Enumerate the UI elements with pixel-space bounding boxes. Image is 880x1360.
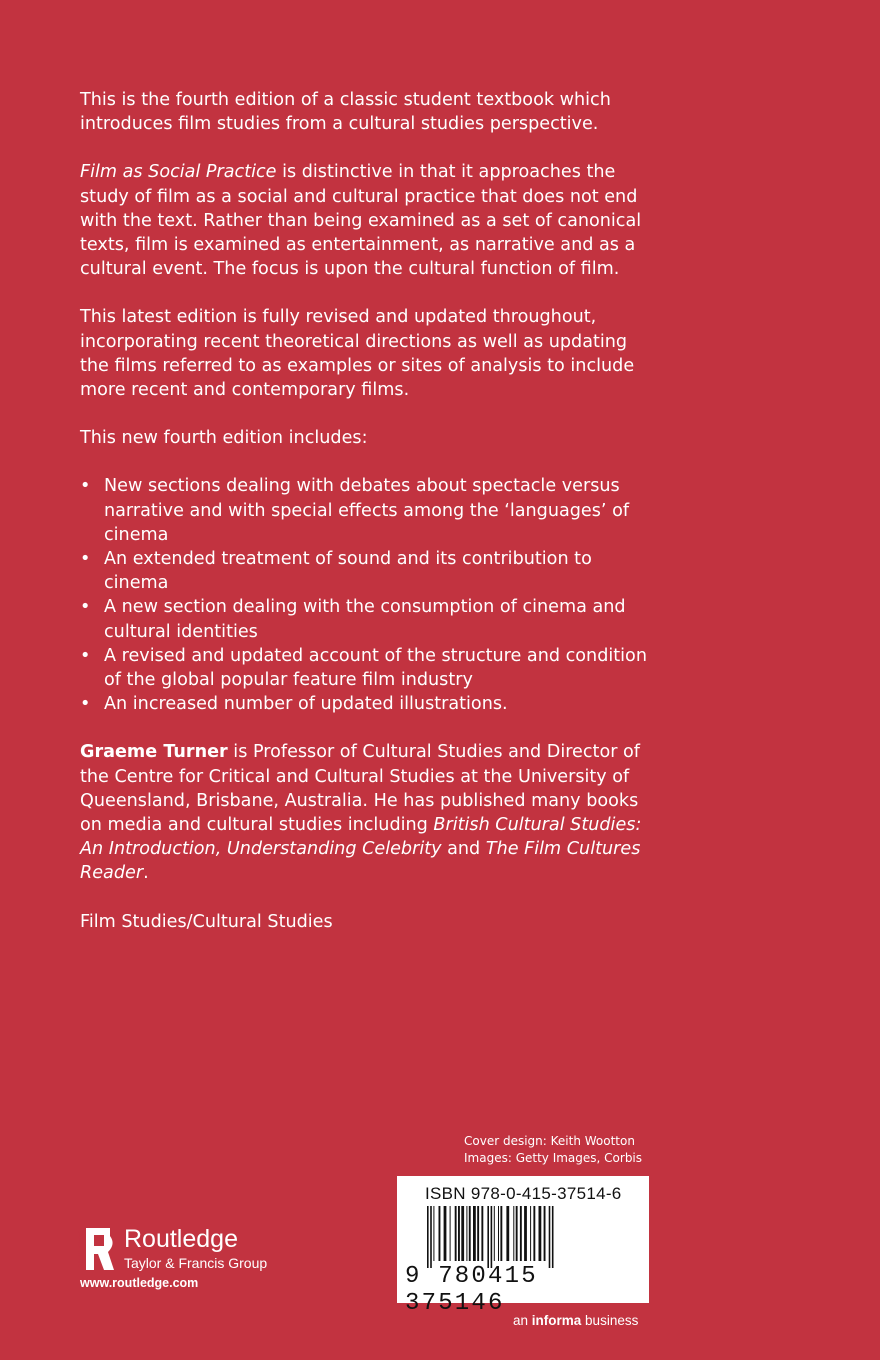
publisher-group: Taylor & Francis Group [124, 1255, 268, 1271]
barcode-bar [458, 1206, 460, 1261]
barcode-digits: 9 780415 375146 [405, 1263, 538, 1317]
cover-credits [464, 1133, 642, 1167]
feature-item: • A new section dealing with the consumption of cinema and cultural identities [80, 595, 660, 643]
barcode-bar [469, 1206, 471, 1261]
barcode-bar [494, 1206, 495, 1261]
author-bio: Graeme Turner is Professor of Cultural Studies and Director of the Centre for Critical and Cultural Studies at the University of Queensland, Brisbane, Australia. He has published many books on media and cultural studies including British Cultural Studies: An Introduction, Understanding Celebrity and The Film Cultures Reader. [80, 742, 642, 884]
barcode-bar [549, 1206, 551, 1268]
barcode-bar [491, 1206, 493, 1268]
subject-category: Film Studies/Cultural Studies [80, 911, 333, 932]
isbn-label: ISBN 978-0-415-37514-6 [425, 1184, 622, 1203]
book-title: Film as Social Practice [80, 162, 277, 183]
barcode-bar [533, 1206, 535, 1261]
barcode-bar [473, 1206, 476, 1261]
book-reference: The Film Cultures Reader [80, 839, 641, 884]
barcode-bar [513, 1206, 514, 1261]
barcode-bar [520, 1206, 522, 1261]
barcode-bar [427, 1206, 429, 1268]
intro-paragraph: This is the fourth edition of a classic student textbook which introduces film studies from a cultural studies perspective. [80, 90, 611, 135]
barcode-bar [430, 1206, 432, 1268]
feature-item: • A revised and updated account of the structure and condition of the global popular feature film industry [80, 644, 660, 692]
barcode-bar [506, 1206, 509, 1261]
images-credit: Images: Getty Images, Corbis [464, 1151, 643, 1165]
barcode-bar [481, 1206, 483, 1261]
barcode-bar [455, 1206, 457, 1261]
includes-heading: This new fourth edition includes: [80, 428, 368, 449]
barcode-bar [461, 1206, 464, 1261]
barcode-bar [552, 1206, 554, 1268]
description-text: is distinctive in that it approaches the study of film as a social and cultural practice that does not end with the text. Rather than being examined as a set of canonical texts, film is examined as entertainment, as narrative and as a cultural event. The focus is upon the cultural function of film. [80, 162, 642, 280]
cover-design-credit: Cover design: Keith Wootton [464, 1134, 635, 1148]
barcode-bar [539, 1206, 542, 1261]
barcode-bar [530, 1206, 531, 1261]
feature-item: • An increased number of updated illustrations. [80, 692, 660, 716]
features-list [80, 474, 660, 716]
barcode-bar [544, 1206, 546, 1261]
feature-item: • New sections dealing with debates about spectacle versus narrative and with special effects among the ‘languages’ of cinema [80, 474, 660, 547]
description-paragraph [80, 160, 660, 281]
logo-lettering: ROUTLEDGE [79, 1230, 85, 1268]
author-name: Graeme Turner [80, 742, 228, 763]
barcode-bar [487, 1206, 489, 1268]
barcode-bar [477, 1206, 479, 1261]
back-cover-blurb [80, 88, 660, 958]
feature-item: • An extended treatment of sound and its contribution to cinema [80, 547, 660, 595]
barcode-bar [500, 1206, 502, 1261]
barcode-bar [444, 1206, 447, 1261]
barcode-bar [433, 1206, 434, 1261]
isbn-barcode [397, 1176, 649, 1317]
barcode-bar [498, 1206, 499, 1261]
informa-brand: informa [531, 1313, 582, 1328]
barcode-bar [439, 1206, 441, 1261]
book-reference: British Cultural Studies: An Introduction, Understanding Celebrity [80, 815, 642, 860]
barcode-bar [524, 1206, 527, 1261]
barcode-bar [466, 1206, 467, 1261]
barcode-bar [516, 1206, 518, 1261]
publisher-name: Routledge [124, 1225, 238, 1253]
publisher-url: www.routledge.com [80, 1276, 199, 1290]
routledge-logo-icon [80, 1222, 118, 1274]
edition-paragraph: This latest edition is fully revised and updated throughout, incorporating recent theoretical directions as well as updating the films referred to as examples or sites of analysis to include more recent and contemporary films. [80, 307, 635, 401]
barcode-bar [450, 1206, 451, 1261]
informa-tagline: an informa business [513, 1313, 639, 1328]
